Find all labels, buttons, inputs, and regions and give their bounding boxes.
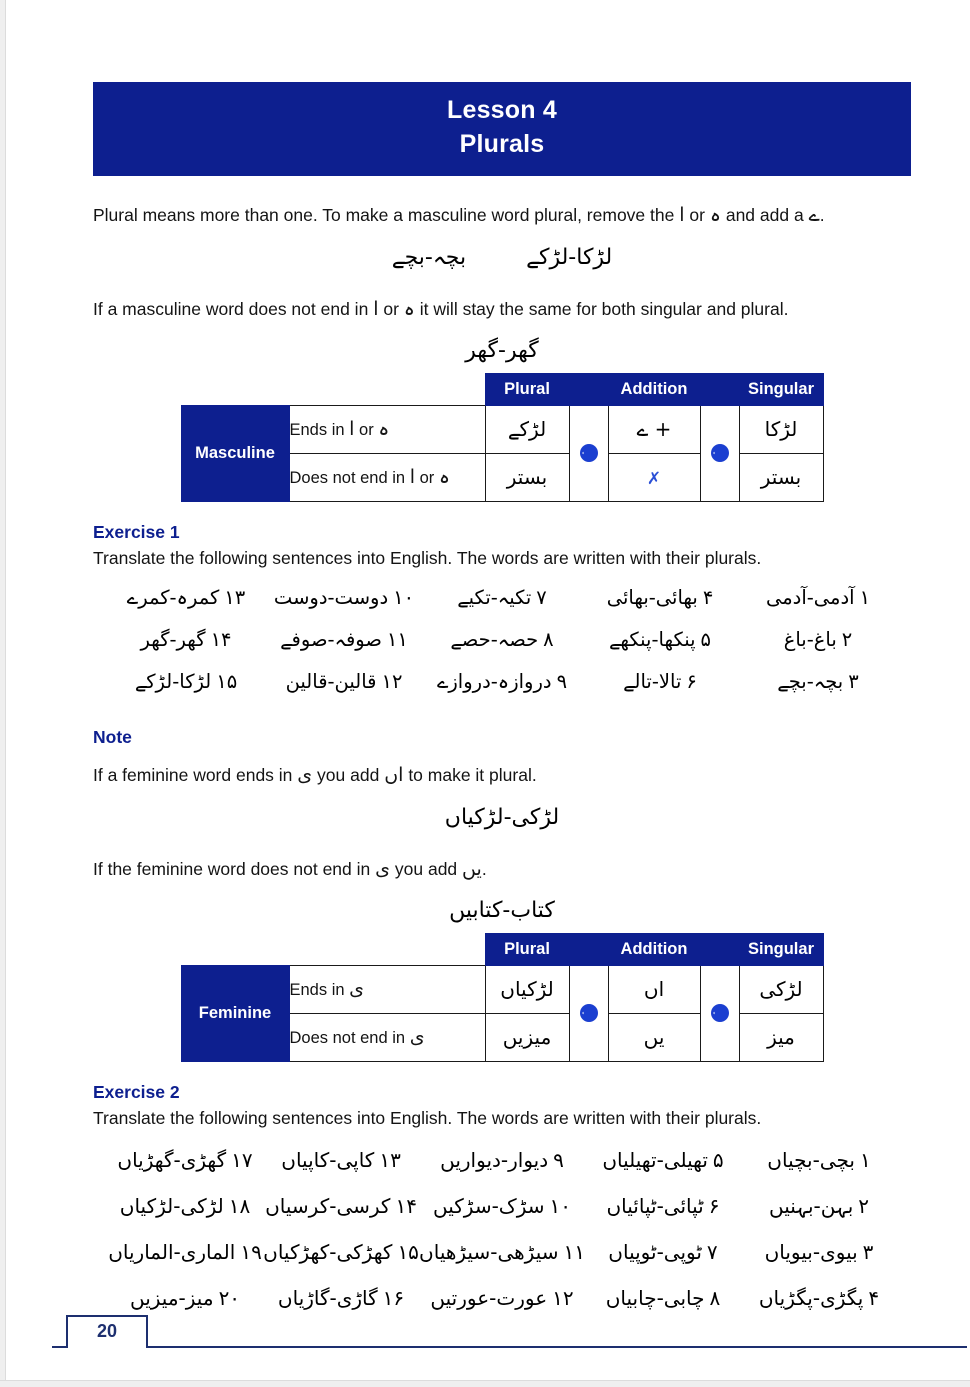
left-arrow-circle-icon bbox=[710, 1003, 730, 1023]
header-singular-feminine: Singular bbox=[739, 933, 823, 965]
item-number: ۲ bbox=[858, 1193, 870, 1218]
lesson-topic: Plurals bbox=[459, 129, 545, 158]
note-rule-noye-paragraph bbox=[93, 856, 911, 884]
alif-letter-2: ا bbox=[373, 298, 379, 321]
spacer-cell-1 bbox=[181, 373, 289, 405]
condition-or-2: or bbox=[419, 469, 435, 488]
addition-ye-masculine bbox=[608, 405, 700, 453]
addition-value-1: + ے bbox=[636, 417, 672, 442]
item-number: ۵ bbox=[712, 1147, 724, 1172]
item-word: بیوی-بیویاں bbox=[764, 1239, 858, 1264]
feminine-header-row bbox=[181, 933, 823, 965]
list-item bbox=[263, 1229, 419, 1275]
note-text-5: you add bbox=[394, 859, 458, 880]
masculine-rule-text-2: and add a bbox=[725, 204, 804, 225]
item-word: سیڑھی-سیڑھیاں bbox=[419, 1239, 559, 1264]
page-number: 20 bbox=[96, 1321, 118, 1341]
item-number: ۱۶ bbox=[382, 1285, 405, 1310]
masculine-unchanged-rule-paragraph bbox=[93, 296, 911, 324]
item-word: عورت-عورتیں bbox=[430, 1285, 548, 1310]
item-word: ٹپائی-ٹپائیاں bbox=[606, 1193, 704, 1218]
item-number: ۱۹ bbox=[240, 1239, 262, 1264]
list-item bbox=[107, 1229, 263, 1275]
item-number: ۷ bbox=[536, 585, 547, 609]
condition-or-1: or bbox=[359, 421, 374, 440]
page-footer bbox=[52, 1315, 222, 1349]
list-item bbox=[107, 577, 265, 619]
list-item bbox=[585, 1275, 741, 1321]
category-masculine: Masculine bbox=[181, 405, 289, 501]
he-letter-2: ہ bbox=[403, 298, 415, 321]
list-item bbox=[741, 1137, 897, 1183]
lesson-title-band bbox=[93, 82, 911, 176]
alif-letter: ا bbox=[679, 203, 685, 226]
item-word: دروازہ-دروازے bbox=[436, 669, 552, 693]
feminine-table-wrapper bbox=[93, 933, 911, 1062]
list-item bbox=[581, 661, 739, 703]
left-arrow-circle-icon bbox=[579, 1003, 599, 1023]
list-item bbox=[419, 1137, 585, 1183]
item-number: ۱۵ bbox=[397, 1239, 419, 1264]
spacer-cell-3 bbox=[181, 933, 289, 965]
header-singular-masculine: Singular bbox=[739, 373, 823, 405]
item-number: ۴ bbox=[702, 585, 714, 609]
item-number: ۱۲ bbox=[381, 669, 403, 693]
spacer-cell-4 bbox=[289, 933, 485, 965]
list-item bbox=[263, 1275, 419, 1321]
exercise1-word-grid bbox=[93, 577, 911, 703]
item-number: ۳ bbox=[848, 669, 859, 693]
he-letter: ہ bbox=[709, 203, 721, 226]
masculine-header-row bbox=[181, 373, 823, 405]
header-plural-masculine: Plural bbox=[485, 373, 569, 405]
example-kitab-row bbox=[93, 898, 911, 923]
singular-larka: لڑکا bbox=[739, 405, 823, 453]
condition-not-ends-in-ye bbox=[289, 1013, 485, 1061]
masculine-row-1 bbox=[181, 405, 823, 453]
ye-letter-1: ی bbox=[297, 763, 313, 786]
condition-he-2: ہ bbox=[438, 466, 450, 489]
plural-mezein: میزیں bbox=[485, 1013, 569, 1061]
list-item bbox=[107, 619, 265, 661]
unchanged-rule-text-2: it will stay the same for both singular and plural. bbox=[419, 299, 789, 320]
condition-text-4: Does not end in bbox=[289, 1029, 406, 1048]
bari-ye-letter: ے bbox=[808, 203, 820, 226]
item-word: لڑکی-لڑکیاں bbox=[119, 1193, 224, 1218]
addition-ein: یں bbox=[608, 1013, 700, 1061]
item-number: ۱۳ bbox=[224, 585, 246, 609]
note-text-4: If the feminine word does not end in bbox=[93, 859, 371, 880]
item-number: ۱۱ bbox=[563, 1239, 585, 1264]
item-word: صوفہ-صوفے bbox=[280, 627, 382, 651]
list-item bbox=[107, 661, 265, 703]
list-item bbox=[741, 1183, 897, 1229]
item-word: باغ-باغ bbox=[783, 627, 837, 651]
item-word: تالا-تالے bbox=[623, 669, 682, 693]
item-number: ۱۰ bbox=[393, 585, 415, 609]
item-number: ۱۴ bbox=[210, 627, 232, 651]
exercise1-title: Exercise 1 bbox=[93, 521, 180, 542]
list-item bbox=[107, 1275, 263, 1321]
item-word: پنکھا-پنکھے bbox=[608, 627, 696, 651]
plural-bistar: بستر bbox=[485, 453, 569, 501]
item-number: ۱۲ bbox=[552, 1285, 574, 1310]
note-title: Note bbox=[93, 726, 132, 747]
item-word: چابی-چابیاں bbox=[605, 1285, 705, 1310]
page-content bbox=[93, 82, 911, 1321]
item-number: ۵ bbox=[700, 627, 712, 651]
item-number: ۱۵ bbox=[216, 669, 238, 693]
item-word: بہن-بہنیں bbox=[768, 1193, 854, 1218]
list-item bbox=[107, 1137, 263, 1183]
period-2: . bbox=[481, 859, 487, 880]
condition-ends-in-alif-he bbox=[289, 405, 485, 453]
condition-text-2: Does not end in bbox=[289, 469, 406, 488]
note-text-2: you add bbox=[317, 764, 380, 785]
item-number: ۶ bbox=[708, 1193, 720, 1218]
note-rule-ye-paragraph bbox=[93, 762, 911, 790]
condition-not-ends-in-alif-he bbox=[289, 453, 485, 501]
item-word: بھائی-بھائی bbox=[606, 585, 698, 609]
item-word: پگڑی-پگڑیاں bbox=[758, 1285, 864, 1310]
arrow-cell-plural-feminine bbox=[569, 965, 608, 1061]
list-item bbox=[107, 1183, 263, 1229]
list-item bbox=[419, 1275, 585, 1321]
singular-mez: میز bbox=[739, 1013, 823, 1061]
item-number: ۱۳ bbox=[379, 1147, 401, 1172]
list-item bbox=[739, 619, 897, 661]
lesson-number: Lesson 4 bbox=[447, 96, 557, 124]
item-word: گاڑی-گاڑیاں bbox=[277, 1285, 378, 1310]
item-word: بچی-بچیاں bbox=[767, 1147, 855, 1172]
example-ghar: گھر-گھر bbox=[465, 337, 539, 363]
list-item bbox=[741, 1229, 897, 1275]
item-number: ۱۰ bbox=[549, 1193, 571, 1218]
item-word: تکیہ-تکیے bbox=[457, 585, 532, 609]
item-word: کرسی-کرسیاں bbox=[265, 1193, 391, 1218]
item-number: ۳ bbox=[862, 1239, 874, 1264]
condition-alif-2: ا bbox=[409, 466, 415, 489]
header-plural-feminine: Plural bbox=[485, 933, 569, 965]
masculine-rule-paragraph bbox=[93, 202, 911, 230]
masculine-table bbox=[181, 373, 824, 502]
item-word: کمرہ-کمرے bbox=[126, 585, 220, 609]
or-word-1: or bbox=[689, 204, 705, 225]
condition-ye-2: ی bbox=[409, 1026, 425, 1049]
feminine-row-1 bbox=[181, 965, 823, 1013]
condition-ye-1: ی bbox=[349, 978, 365, 1001]
list-item bbox=[739, 577, 897, 619]
item-word: قالین-قالین bbox=[285, 669, 377, 693]
list-item bbox=[265, 619, 423, 661]
header-addition-masculine: Addition bbox=[608, 373, 700, 405]
masculine-rule-text-1: Plural means more than one. To make a masculine word plural, remove the bbox=[93, 204, 675, 225]
item-number: ۱۱ bbox=[386, 627, 408, 651]
period-1: . bbox=[819, 204, 825, 225]
item-number: ۹ bbox=[553, 1147, 564, 1172]
plural-larkiyan: لڑکیاں bbox=[485, 965, 569, 1013]
item-number: ۱۸ bbox=[228, 1193, 251, 1218]
item-number: ۸ bbox=[709, 1285, 721, 1310]
list-item bbox=[581, 577, 739, 619]
footer-rule-right bbox=[147, 1346, 967, 1348]
addition-none-masculine bbox=[608, 453, 700, 501]
condition-text-1: Ends in bbox=[289, 421, 345, 440]
exercise2-word-grid bbox=[93, 1137, 911, 1321]
item-number: ۸ bbox=[543, 627, 554, 651]
list-item bbox=[265, 661, 423, 703]
item-word: سڑک-سڑکیں bbox=[433, 1193, 545, 1218]
item-number: ۶ bbox=[686, 669, 697, 693]
note-text-3: to make it plural. bbox=[408, 764, 537, 785]
list-item bbox=[419, 1229, 585, 1275]
item-word: گھر-گھر bbox=[140, 627, 206, 651]
feminine-table bbox=[181, 933, 824, 1062]
item-word: کاپی-کاپیاں bbox=[281, 1147, 375, 1172]
list-item bbox=[739, 661, 897, 703]
item-word: حصہ-حصے bbox=[450, 627, 539, 651]
x-mark-icon: ✗ bbox=[646, 469, 662, 490]
exercise1-instruction: Translate the following sentences into English. The words are written with their plurals. bbox=[93, 547, 762, 568]
arrow-cell-singular-feminine bbox=[700, 965, 739, 1061]
masculine-examples-row bbox=[93, 245, 911, 270]
list-item bbox=[585, 1229, 741, 1275]
list-item bbox=[423, 661, 581, 703]
singular-bistar: بستر bbox=[739, 453, 823, 501]
item-word: کھڑکی-کھڑکیاں bbox=[263, 1239, 393, 1264]
item-word: بچہ-بچے bbox=[777, 669, 844, 693]
spacer-cell-2 bbox=[289, 373, 485, 405]
or-word-2: or bbox=[383, 299, 399, 320]
example-ghar-row bbox=[93, 338, 911, 363]
list-item bbox=[741, 1275, 897, 1321]
category-feminine: Feminine bbox=[181, 965, 289, 1061]
suffix-aan: اں bbox=[384, 763, 404, 786]
item-word: الماری-الماریاں bbox=[108, 1239, 236, 1264]
item-number: ۲۰ bbox=[218, 1285, 241, 1310]
item-number: ۱۷ bbox=[231, 1147, 253, 1172]
list-item bbox=[585, 1183, 741, 1229]
exercise2-instruction: Translate the following sentences into English. The words are written with their plurals. bbox=[93, 1107, 762, 1128]
example-larka: لڑکا-لڑکے bbox=[526, 245, 613, 271]
condition-alif-1: ا bbox=[349, 418, 355, 441]
example-larki: لڑکی-لڑکیاں bbox=[444, 805, 560, 831]
unchanged-rule-text-1: If a masculine word does not end in bbox=[93, 299, 369, 320]
list-item bbox=[423, 577, 581, 619]
arrow-cell-singular-masculine bbox=[700, 405, 739, 501]
left-arrow-circle-icon bbox=[710, 443, 730, 463]
item-number: ۷ bbox=[706, 1239, 718, 1264]
arrow-cell-plural-masculine bbox=[569, 405, 608, 501]
page-bottom-edge bbox=[0, 1380, 970, 1387]
item-word: تھیلی-تھیلیاں bbox=[602, 1147, 708, 1172]
item-number: ۹ bbox=[556, 669, 568, 693]
list-item bbox=[423, 619, 581, 661]
example-larki-row bbox=[93, 805, 911, 830]
item-word: لڑکا-لڑکے bbox=[134, 669, 212, 693]
item-word: دیوار-دیواریں bbox=[440, 1147, 549, 1172]
ye-letter-2: ی bbox=[375, 858, 391, 881]
header-gap-4 bbox=[700, 933, 739, 965]
header-gap-2 bbox=[700, 373, 739, 405]
exercise2-title: Exercise 2 bbox=[93, 1081, 180, 1102]
page-left-edge bbox=[0, 0, 6, 1387]
item-word: گھڑی-گھڑیاں bbox=[117, 1147, 227, 1172]
header-gap-1 bbox=[569, 373, 608, 405]
item-number: ۴ bbox=[868, 1285, 880, 1310]
masculine-table-wrapper bbox=[93, 373, 911, 502]
list-item bbox=[263, 1137, 419, 1183]
item-number: ۱ bbox=[859, 1147, 871, 1172]
item-word: آدمی-آدمی bbox=[765, 585, 855, 609]
addition-aan: اں bbox=[608, 965, 700, 1013]
list-item bbox=[585, 1137, 741, 1183]
list-item bbox=[263, 1183, 419, 1229]
note-text-1: If a feminine word ends in bbox=[93, 764, 293, 785]
item-word: میز-میزیں bbox=[129, 1285, 214, 1310]
list-item bbox=[265, 577, 423, 619]
suffix-ein: یں bbox=[462, 858, 482, 881]
singular-larki: لڑکی bbox=[739, 965, 823, 1013]
condition-text-3: Ends in bbox=[289, 981, 345, 1000]
item-word: دوست-دوست bbox=[273, 585, 389, 609]
left-arrow-circle-icon bbox=[579, 443, 599, 463]
example-bacha: بچہ-بچے bbox=[391, 245, 467, 271]
header-gap-3 bbox=[569, 933, 608, 965]
example-kitab: کتاب-کتابیں bbox=[449, 897, 555, 923]
condition-he-1: ہ bbox=[378, 418, 390, 441]
condition-ends-in-ye bbox=[289, 965, 485, 1013]
item-number: ۱۴ bbox=[395, 1193, 417, 1218]
list-item bbox=[419, 1183, 585, 1229]
list-item bbox=[581, 619, 739, 661]
item-word: ٹوپی-ٹوپیاں bbox=[608, 1239, 702, 1264]
item-number: ۱ bbox=[859, 585, 871, 609]
plural-larke: لڑکے bbox=[485, 405, 569, 453]
header-addition-feminine: Addition bbox=[608, 933, 700, 965]
item-number: ۲ bbox=[841, 627, 853, 651]
